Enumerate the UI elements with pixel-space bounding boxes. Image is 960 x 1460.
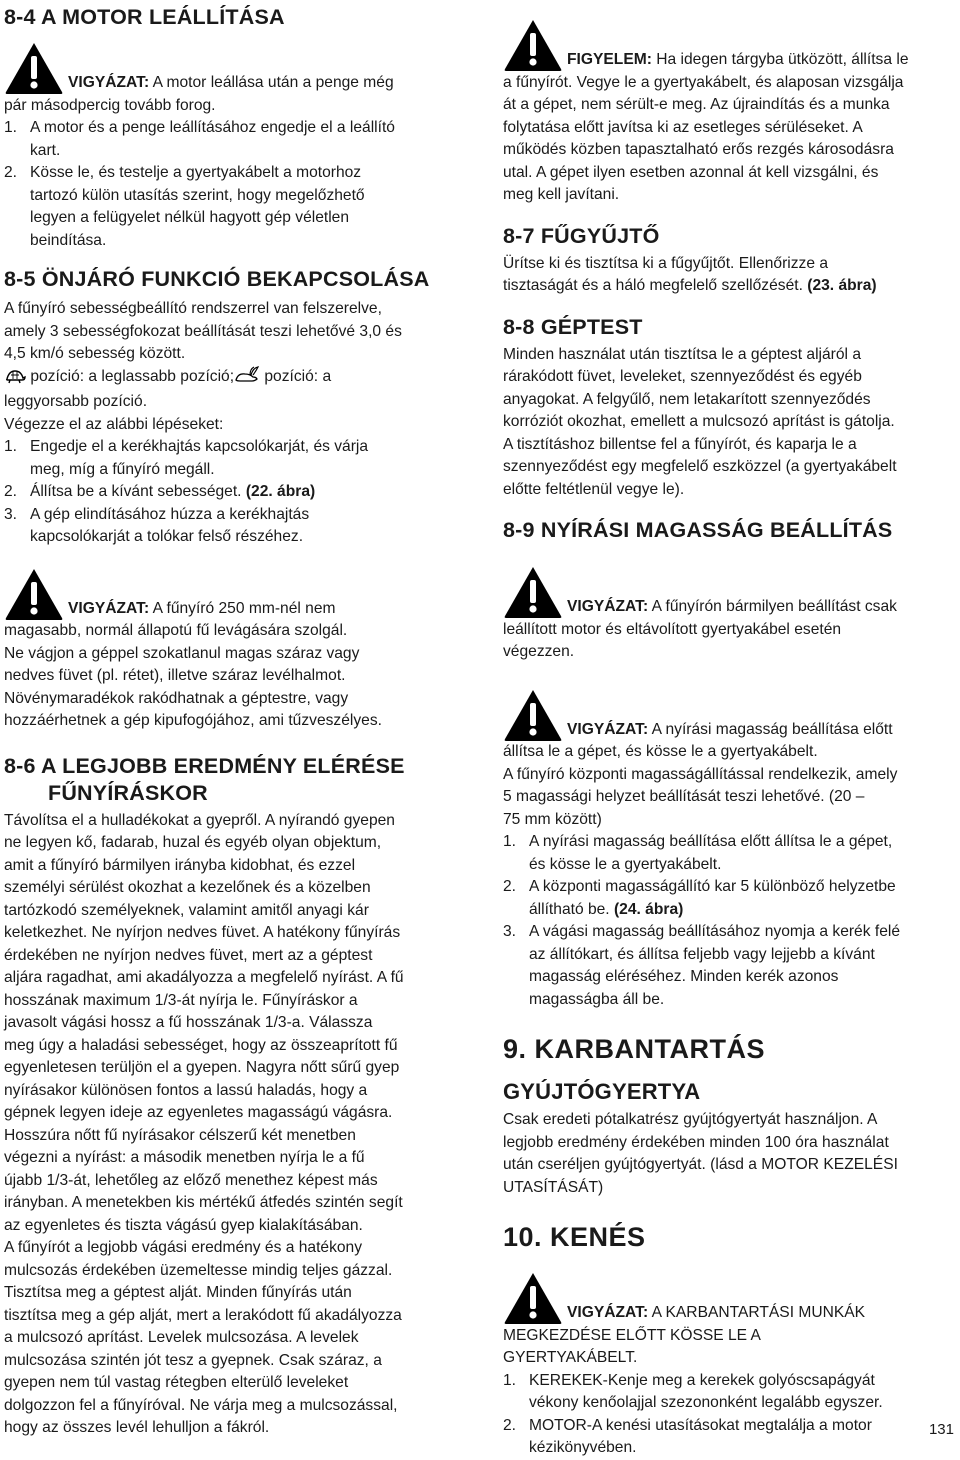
spark-plug-subtitle: GYÚJTÓGYERTYA bbox=[503, 1079, 701, 1104]
right-column: FIGYELEM: Ha idegen tárgyba ütközött, állítsa le a fűnyírót. Vegye le a gyertyakábelt, és alaposan vizsgálja át a gépet, nem sérült-e meg. Az újraindítás és a munka folytatása előtt javítsa ki az esetleges sérüléseket. A működés közben tapasztalható erős rezgés károsodásra utal. A gépet ilyen esetben azonnal át kell vizsgálni, és meg kell javítani. 8-7 FŰGYŰJTŐ Ürítse ki és tisztítsa ki a fűgyűjtőt. Ellenőrizze a tisztaságát és a háló megfelelő szellőzését. (23. ábra) 8-8 GÉPTEST Minden használat után tisztítsa le a géptest aljáról a rárakódott füvet, leveleket, szennyeződést és egyéb anyagokat. A felgyűlő, nem letakarított szennyeződés korróziót okozhat, emellett a mulcsozó aprítást is gátolja. A tisztításhoz billentse fel a fűnyírót, és kaparja le a szennyeződést egy megfelelő eszközzel (a gyertyakábelt előtte feltétlenül vegye le). 8-9 NYÍRÁSI MAGASSÁG BEÁLLÍTÁS VIGYÁZAT: A fűnyírón bármilyen beállítást csak leállított motor és eltávolított gyertyakábel esetén végezzen. VIGYÁZAT: A nyírási magasság beállítása előtt állítsa le a gépet, és kösse le a gyertyakábelt. A fűnyíró központi magasságállítással rendelkezik, amely 5 magassági helyzet beállítását teszi lehetővé. (20 – 75 mm között) 1. A nyírási magasság beállítása előtt állítsa le a gépet, és kösse le a gyertyakábelt. 2. A központi magasságállító kar 5 különböző helyzetbe állítható be. (24. ábra) 3. A vágási magasság beállításához nyomja a kerék felé az állítókart, és állítsa feljebb vagy lejjebb a kívánt magasság eléréséhez. Minden kerék azonos magasságba áll be. 9. KARBANTARTÁS GYÚJTÓGYERTYA Csak eredeti pótalkatrész gyújtógyertyát használjon. A legjobb eredmény érdekében minden 100 óra használat után cseréljen gyújtógyertyát. (lásd a MOTOR KEZELÉSI UTASÍTÁSÁT) 10. KENÉS VIGYÁZAT: A KARBANTARTÁSI MUNKÁK MEGKEZDÉSE ELŐTT KÖSSE LE A GYERTYAKÁBELT. 1. KEREKEK-Kenje meg a kerekek golyóscsapágyát vékony kenőolajjal szezononként legalább egyszer. 2. MOTOR-A kenési utasításokat megtalálja a motor kézikönyvében. bbox=[503, 0, 955, 1460]
list-item: 1. KEREKEK-Kenje meg a kerekek golyóscsapágyát vékony kenőolajjal szezononként legalább egyszer. bbox=[503, 1371, 883, 1411]
warning-label: VIGYÁZAT: bbox=[567, 1304, 649, 1321]
section-8-9-title: 8-9 NYÍRÁSI MAGASSÁG BEÁLLÍTÁS bbox=[503, 518, 893, 542]
self-propel-description: A fűnyíró sebességbeállító rendszerrel van felszerelve, amely 3 sebességfokozat beállítását teszi lehetővé 3,0 és 4,5 km/ó sebesség között. bbox=[4, 300, 402, 362]
height-steps-list bbox=[503, 831, 955, 1011]
section-8-7-title: 8-7 FŰGYŰJTŐ bbox=[503, 223, 660, 248]
figure-ref: (24. ábra) bbox=[613, 900, 684, 918]
section-8-4-title: 8-4 A MOTOR LEÁLLÍTÁSA bbox=[4, 5, 285, 29]
speed-positions: pozíció: a leglassabb pozíció; pozíció: a bbox=[4, 366, 456, 392]
self-propel-steps bbox=[4, 436, 456, 549]
warning-block-8-4 bbox=[4, 41, 456, 117]
warning-label: VIGYÁZAT: bbox=[567, 598, 649, 615]
spark-plug-text: Csak eredeti pótalkatrész gyújtógyertyát használjon. A legjobb eredmény érdekében minden 100 óra használat után cseréljen gyújtógyertyát. (lásd a MOTOR KEZELÉSI UTASÍTÁSÁT) bbox=[503, 1111, 898, 1196]
section-8-8-title: 8-8 GÉPTEST bbox=[503, 314, 643, 339]
turtle-icon bbox=[4, 368, 26, 392]
section-9-title: 9. KARBANTARTÁS bbox=[503, 1034, 765, 1064]
list-item: 1. A motor és a penge leállításához engedje el a leállító kart. bbox=[4, 119, 395, 159]
list-item: 1. Engedje el a kerékhajtás kapcsolókarját, és várja meg, míg a fűnyíró megáll. bbox=[4, 438, 369, 478]
warning-block-adjust: VIGYÁZAT: A fűnyírón bármilyen beállítást csak leállított motor és eltávolított gyertyakábel esetén végezzen. bbox=[503, 565, 955, 664]
warning-block-maintenance: VIGYÁZAT: A KARBANTARTÁSI MUNKÁK MEGKEZDÉSE ELŐTT KÖSSE LE A GYERTYAKÁBELT. bbox=[503, 1271, 955, 1370]
rabbit-icon bbox=[234, 366, 260, 392]
warning-block-height: VIGYÁZAT: A nyírási magasság beállítása előtt állítsa le a gépet, és kösse le a gyertyakábelt. A fűnyíró központi magasságállítással rendelkezik, amely 5 magassági helyzet beállítását teszi lehetővé. (20 – 75 mm között) bbox=[503, 688, 955, 832]
figure-ref: (22. ábra) bbox=[245, 483, 316, 500]
left-column: 8-4 A MOTOR LEÁLLÍTÁSA VIGYÁZAT: A motor leállása után a penge még pár másodpercig tovább forog. 1. A motor és a penge leállításához engedje el a leállító kart. 2. Kösse le, és testelje a gyertyakábelt a motorhoz tartozó külön utasítás szerint, hogy megelőzhető legyen a felügyelet nélkül hagyott gép véletlen beindítása. 8-5 ÖNJÁRÓ FUNKCIÓ BEKAPCSOLÁSA A fűnyíró sebességbeállító rendszerrel van felszerelve, amely 3 sebességfokozat beállítását teszi lehetővé 3,0 és 4,5 km/ó sebesség között. pozíció: a leglassabb pozíció; pozíció: a leggyorsabb pozíció. Végezze el az alábbi lépéseket: 1. Engedje el a kerékhajtás kapcsolókarját, és várja meg, míg a fűnyíró megáll. 2. Állítsa be a kívánt sebességet. (22. ábra) 3. A gép elindításához húzza a kerékhajtás kapcsolókarját a tolókar felső részéhez. VIGYÁZAT: A fűnyíró 250 mm-nél nem magasabb, normál állapotú fű levágására szolgál. Ne vágjon a géppel szokatlanul magas száraz vagy nedves füvet (pl. rétet), illetve száraz levélhalmot. Növénymaradékok rakódhatnak a géptestre, vagy hozzáérhetnek a gép kipufogójához, ami tűzveszélyes. 8-6 A LEGJOBB EREDMÉNY ELÉRÉSE FŰNYÍRÁSKOR Távolítsa el a hulladékokat a gyepről. A nyírandó gyepen ne legyen kő, fadarab, huzal és egyéb olyan objektum, amit a fűnyíró bármilyen irányba kidobhat, és ezzel személyi sérülést okozhat a kezelőnek és a közelben tartózkodó személyeknek, valamint amitől anyagi kár keletkezhet. Ne nyírjon nedves füvet. A hatékony fűnyírás érdekében ne nyírjon nedves füvet, mert az a géptest aljára ragadhat, ami akadályozza a megfelelő nyírást. A fű hosszának maximum 1/3-át nyírja le. Fűnyíráskor a javasolt vágási hossz a fű hosszának 1/3-a. Válassza meg úgy a haladási sebességet, hogy az összeaprított fű egyenletesen terüljön el a gyepen. Nagyra nőtt sűrű gyep nyírásakor különösen fontos a lassú haladás, hogy a gépnek legyen ideje az egyenletes magasságú vágásra. Hosszúra nőtt fű nyírásakor célszerű két menetben végezni a nyírást: a második menetben nyírja le a fű újabb 1/3-át, lehetőleg az előző menethez képest más irányban. A menetekben kis mértékű átfedés szintén segít az egyenletes és tiszta vágású gyep kialakításában. A fűnyírót a legjobb vágási eredmény és a hatékony mulcsozás érdekében üzemeltesse mindig teljes gázzal. Tisztítsa meg a géptest alját. Minden fűnyírás után tisztítsa meg a gép alját, mert a lerakódott fű akadályozza a mulcsozó aprítást. Levelek mulcsozása. A levelek mulcsozása szintén jót tesz a gyepnek. Csak száraz, a gyepen nem túl vastag rétegben elterülő leveleket dolgozzon fel a fűnyíróval. Ne várja meg a mulcsozással, hogy az összes levél lehulljon a fákról. bbox=[4, 0, 456, 1440]
warning-text: A motor leállása után a penge még bbox=[149, 74, 394, 91]
list-item: 2. A központi magasságállító kar 5 különböző helyzetbe állítható be. (24. ábra) bbox=[503, 878, 896, 918]
warning-triangle-icon bbox=[4, 41, 64, 95]
warning-label: VIGYÁZAT: bbox=[567, 720, 649, 738]
section-8-5-title: 8-5 ÖNJÁRÓ FUNKCIÓ BEKAPCSOLÁSA bbox=[4, 267, 430, 291]
list-item: 1. A nyírási magasság beállítása előtt állítsa le a gépet, és kösse le a gyertyakábelt. bbox=[503, 833, 893, 873]
warning-triangle-icon bbox=[4, 567, 64, 621]
warning-text-cont: pár másodpercig tovább forog. bbox=[4, 96, 216, 114]
best-results-text: Távolítsa el a hulladékokat a gyepről. A nyírandó gyepen ne legyen kő, fadarab, huzal és egyéb olyan objektum, amit a fűnyíró bármilyen irányba kidobhat, és ezzel személyi sérülést okozhat a kezelőnek és a közelben tartózkodó személyeknek, valamint amitől anyagi kár keletkezhet. Ne nyírjon nedves füvet. A hatékony fűnyírás érdekében ne nyírjon nedves füvet, mert az a géptest aljára ragadhat, ami akadályozza a megfelelő nyírást. A fű hosszának maximum 1/3-át nyírja le. Fűnyíráskor a javasolt vágási hossz a fű hosszának 1/3-a. Válassza meg úgy a haladási sebességet, hogy az összeaprított fű egyenletesen terüljön el a gyepen. Nagyra nőtt sűrű gyep nyírásakor különösen fontos a lassú haladás, hogy a gépnek legyen ideje az egyenletes magasságú vágásra. Hosszúra nőtt fű nyírásakor célszerű két menetben végezni a nyírást: a második menetben nyírja le a fű újabb 1/3-át, lehetőleg az előző menethez képest más irányban. A menetekben kis mértékű átfedés szintén segít az egyenletes és tiszta vágású gyep kialakításában. A fűnyírót a legjobb vágási eredmény és a hatékony mulcsozás érdekében üzemeltesse mindig teljes gázzal. Tisztítsa meg a géptest alját. Minden fűnyírás után tisztítsa meg a gép alját, mert a lerakódott fű akadályozza a mulcsozó aprítást. Levelek mulcsozása. A levelek mulcsozása szintén jót tesz a gyepnek. Csak száraz, a gyepen nem túl vastag rétegben elterülő leveleket dolgozzon fel a fűnyíróval. Ne várja meg a mulcsozással, hogy az összes levél lehulljon a fákról. bbox=[4, 811, 404, 1436]
list-item: 3. A vágási magasság beállításához nyomja a kerék felé az állítókart, és állítsa feljebb vagy lejjebb a kívánt magasság eléréséhez. Minden kerék azonos magasságba áll be. bbox=[503, 923, 900, 1008]
warning-label: FIGYELEM: bbox=[567, 51, 652, 68]
warning-triangle-icon bbox=[503, 1271, 563, 1325]
warning-triangle-icon bbox=[503, 18, 563, 72]
lubrication-list bbox=[503, 1370, 955, 1460]
warning-label: VIGYÁZAT: bbox=[68, 599, 150, 617]
list-item: 2. MOTOR-A kenési utasításokat megtalálja a motor kézikönyvében. bbox=[503, 1416, 872, 1456]
list-item: 2. Állítsa be a kívánt sebességet. (22. ábra) bbox=[4, 483, 316, 500]
warning-block-foreign-object: FIGYELEM: Ha idegen tárgyba ütközött, állítsa le a fűnyírót. Vegye le a gyertyakábelt, és alaposan vizsgálja át a gépet, nem sérült-e meg. Az újraindítás és a munka folytatása előtt javítsa ki az esetleges sérüléseket. A működés közben tapasztalható erős rezgés károsodásra utal. A gépet ilyen esetben azonnal át kell vizsgálni, és meg kell javítani. bbox=[503, 18, 955, 207]
stop-steps-list bbox=[4, 117, 456, 252]
section-8-6-title: 8-6 A LEGJOBB EREDMÉNY ELÉRÉSE FŰNYÍRÁSKOR bbox=[4, 753, 405, 805]
warning-label: VIGYÁZAT: bbox=[68, 74, 150, 91]
warning-triangle-icon bbox=[503, 688, 563, 742]
page-number: 131 bbox=[928, 1421, 954, 1438]
list-item: 2. Kösse le, és testelje a gyertyakábelt a motorhoz tartozó külön utasítás szerint, hogy megelőzhető legyen a felügyelet nélkül hagyott gép véletlen beindítása. bbox=[4, 164, 365, 249]
section-10-title: 10. KENÉS bbox=[503, 1222, 646, 1252]
list-item: 3. A gép elindításához húzza a kerékhajtás kapcsolókarját a tolókar felső részéhez. bbox=[4, 505, 310, 545]
figure-ref: (23. ábra) bbox=[807, 277, 877, 294]
deck-cleaning-text: Minden használat után tisztítsa le a géptest aljáról a rárakódott füvet, leveleket, szennyeződést és egyéb anyagokat. A felgyűlő, nem letakarított szennyeződés korróziót okozhat, emellett a mulcsozó aprítást is gátolja. A tisztításhoz billentse fel a fűnyírót, és kaparja le a szennyeződést egy megfelelő eszközzel (a gyertyakábelt előtte feltétlenül vegye le). bbox=[503, 345, 897, 498]
warning-block-grass-height: VIGYÁZAT: A fűnyíró 250 mm-nél nem magasabb, normál állapotú fű levágására szolgál. Ne vágjon a géppel szokatlanul magas száraz vagy nedves füvet (pl. rétet), illetve száraz levélhalmot. Növénymaradékok rakódhatnak a géptestre, vagy hozzáérhetnek a gép kipufogójához, ami tűzveszélyes. bbox=[4, 567, 456, 733]
warning-triangle-icon bbox=[503, 565, 563, 619]
